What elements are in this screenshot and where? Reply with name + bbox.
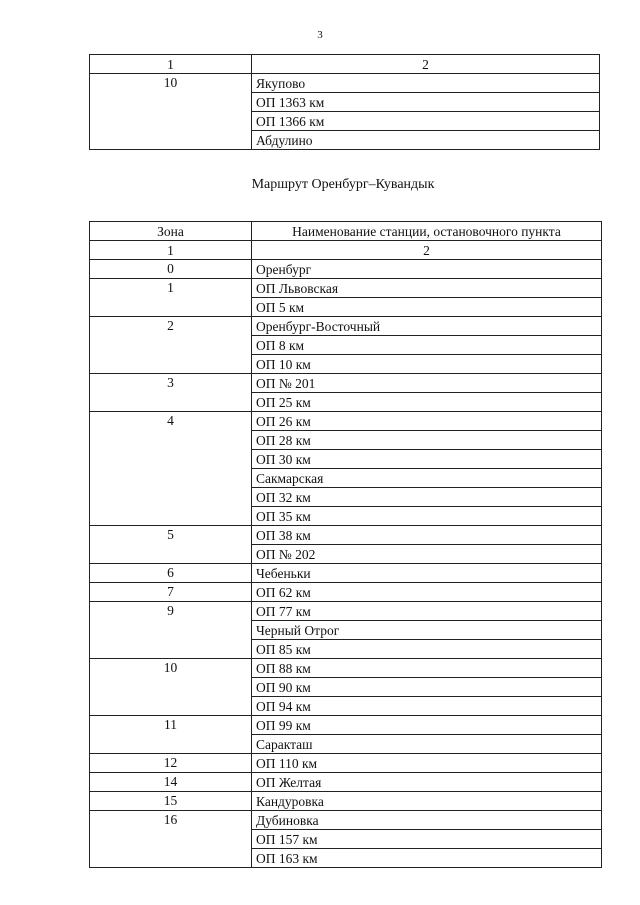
station-cell: ОП 110 км — [252, 754, 602, 773]
station-cell: Сакмарская — [252, 469, 602, 488]
table-row — [90, 374, 602, 393]
station-cell: ОП 35 км — [252, 507, 602, 526]
station-cell: Абдулино — [252, 131, 600, 150]
station-cell: ОП 26 км — [252, 412, 602, 431]
zone-cell: 3 — [90, 374, 252, 412]
zone-column-header: Зона — [90, 222, 252, 241]
table-row — [90, 526, 602, 545]
continued-table-body — [90, 55, 600, 150]
table-row — [90, 716, 602, 735]
zone-cell: 10 — [90, 74, 252, 150]
table-row — [90, 279, 602, 298]
station-cell: Якупово — [252, 74, 600, 93]
zone-cell: 1 — [90, 279, 252, 317]
station-cell: ОП 25 км — [252, 393, 602, 412]
station-cell: Оренбург-Восточный — [252, 317, 602, 336]
column-number-zone: 1 — [90, 241, 252, 260]
station-cell: ОП 1366 км — [252, 112, 600, 131]
table-row — [90, 317, 602, 336]
route-zone-table — [89, 221, 602, 868]
column-number-zone: 1 — [90, 55, 252, 74]
station-cell: ОП 90 км — [252, 678, 602, 697]
zone-cell: 0 — [90, 260, 252, 279]
station-cell: ОП 62 км — [252, 583, 602, 602]
station-cell: ОП 5 км — [252, 298, 602, 317]
station-cell: ОП 8 км — [252, 336, 602, 355]
station-cell: ОП 99 км — [252, 716, 602, 735]
zone-cell: 2 — [90, 317, 252, 374]
station-cell: ОП 38 км — [252, 526, 602, 545]
table-row — [90, 260, 602, 279]
station-cell: Чебеньки — [252, 564, 602, 583]
table-row — [90, 74, 600, 93]
zone-cell: 4 — [90, 412, 252, 526]
station-cell: ОП 157 км — [252, 830, 602, 849]
zone-cell: 14 — [90, 773, 252, 792]
zone-cell: 7 — [90, 583, 252, 602]
station-cell: ОП 88 км — [252, 659, 602, 678]
table-row — [90, 792, 602, 811]
table-row — [90, 773, 602, 792]
continued-zone-table — [89, 54, 600, 150]
table-row — [90, 412, 602, 431]
station-cell: ОП 32 км — [252, 488, 602, 507]
page-number: 3 — [317, 29, 323, 41]
zone-cell: 9 — [90, 602, 252, 659]
column-number-row — [90, 55, 600, 74]
column-number-station: 2 — [252, 241, 602, 260]
station-cell: Саракташ — [252, 735, 602, 754]
station-cell: ОП 85 км — [252, 640, 602, 659]
zone-cell: 12 — [90, 754, 252, 773]
zone-cell: 6 — [90, 564, 252, 583]
column-number-row — [90, 241, 602, 260]
station-cell: ОП 163 км — [252, 849, 602, 868]
station-cell: ОП Желтая — [252, 773, 602, 792]
station-cell: Черный Отрог — [252, 621, 602, 640]
station-cell: ОП 1363 км — [252, 93, 600, 112]
station-cell: Оренбург — [252, 260, 602, 279]
column-number-station: 2 — [252, 55, 600, 74]
station-cell: ОП № 201 — [252, 374, 602, 393]
table-row — [90, 811, 602, 830]
table-row — [90, 564, 602, 583]
zone-cell: 10 — [90, 659, 252, 716]
zone-cell: 15 — [90, 792, 252, 811]
station-cell: ОП 77 км — [252, 602, 602, 621]
table-row — [90, 754, 602, 773]
table-row — [90, 602, 602, 621]
route-title: Маршрут Оренбург–Кувандык — [251, 177, 435, 192]
station-cell: ОП 94 км — [252, 697, 602, 716]
table-row — [90, 659, 602, 678]
station-cell: ОП 10 км — [252, 355, 602, 374]
station-cell: Дубиновка — [252, 811, 602, 830]
station-cell: ОП 28 км — [252, 431, 602, 450]
station-cell: ОП № 202 — [252, 545, 602, 564]
header-row — [90, 222, 602, 241]
station-column-header: Наименование станции, остановочного пункта — [252, 222, 602, 241]
table-row — [90, 583, 602, 602]
route-table-body — [90, 222, 602, 868]
station-cell: Кандуровка — [252, 792, 602, 811]
station-cell: ОП Львовская — [252, 279, 602, 298]
station-cell: ОП 30 км — [252, 450, 602, 469]
zone-cell: 11 — [90, 716, 252, 754]
zone-cell: 16 — [90, 811, 252, 868]
zone-cell: 5 — [90, 526, 252, 564]
